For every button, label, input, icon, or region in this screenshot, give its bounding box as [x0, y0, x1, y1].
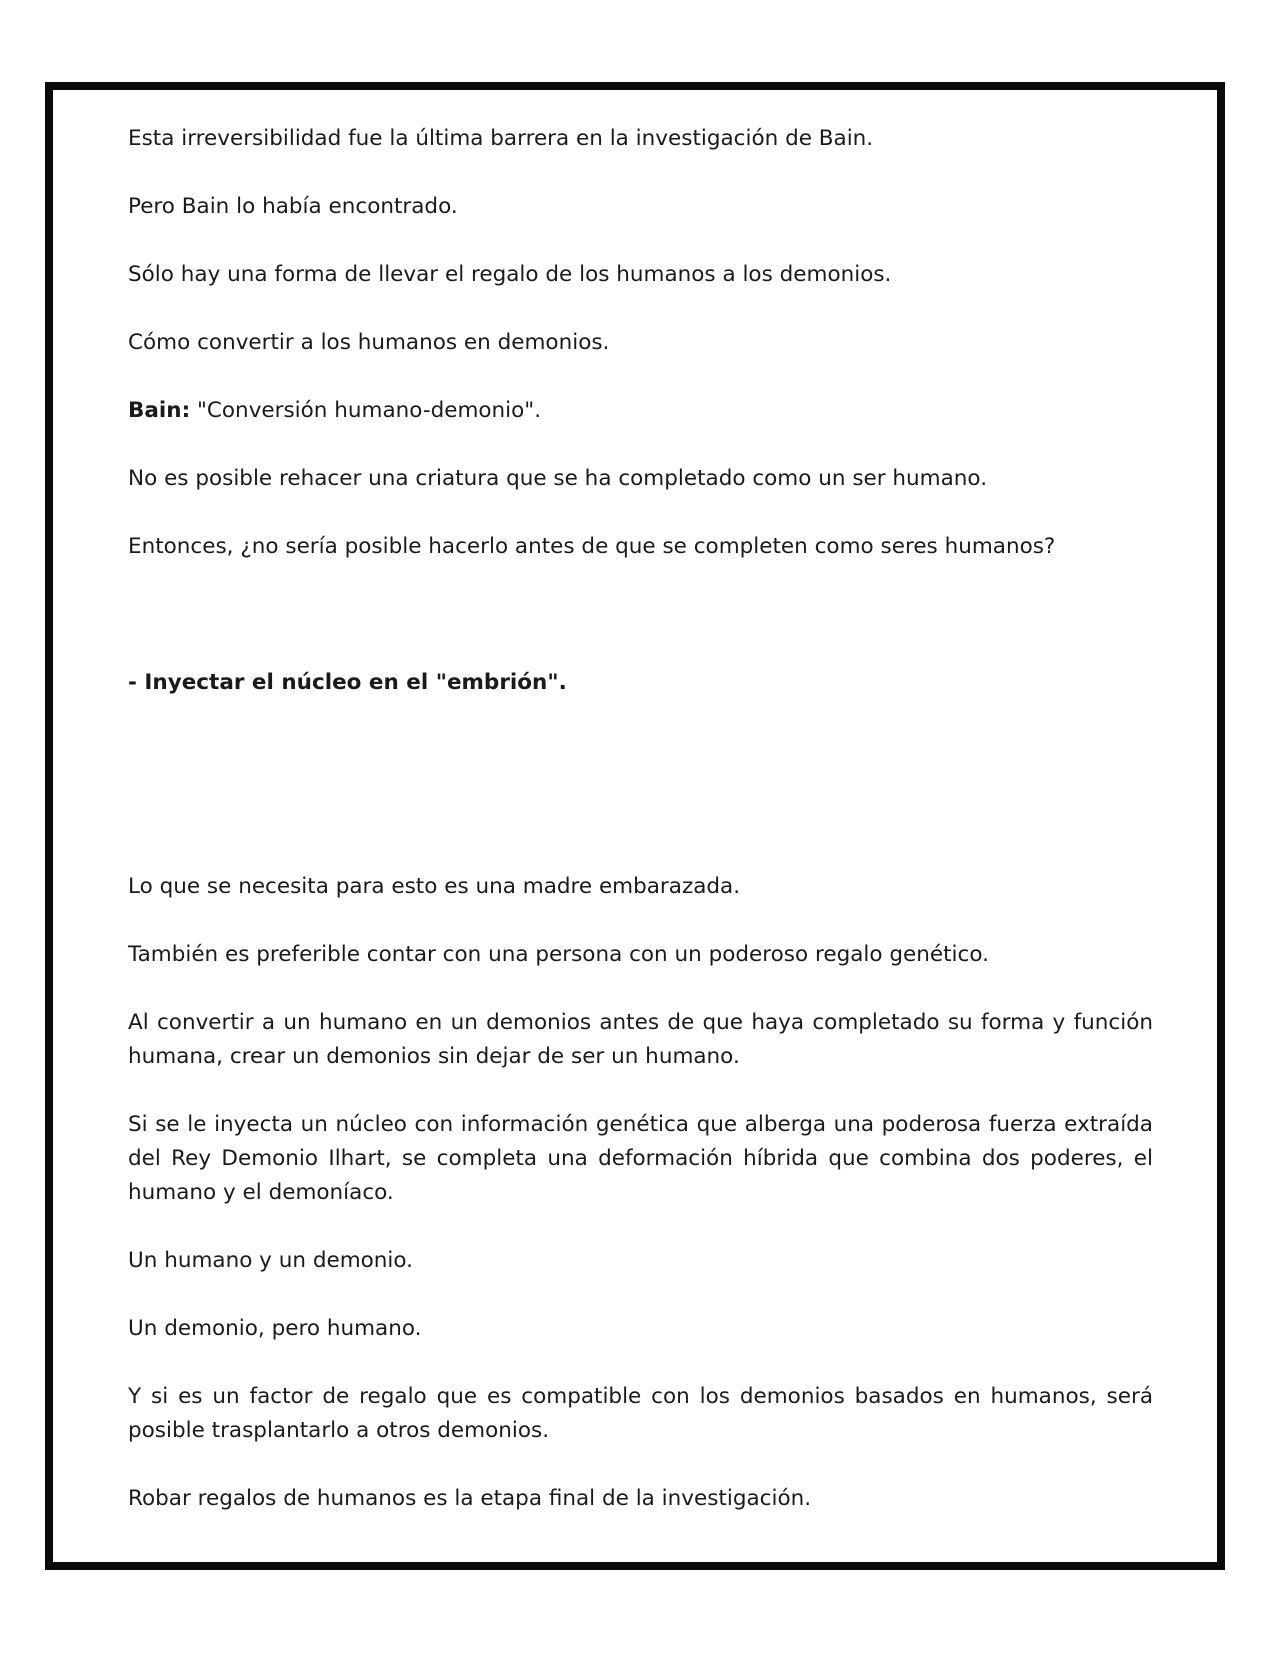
- paragraph: Robar regalos de humanos es la etapa final de la investigación.: [128, 1486, 812, 1511]
- paragraph: Al convertir a un humano en un demonios antes de que haya completado su forma y función humana, crear un demonios sin dejar de ser un humano.: [128, 1010, 1153, 1069]
- paragraph: También es preferible contar con una persona con un poderoso regalo genético.: [128, 942, 989, 967]
- emphasis-paragraph: - Inyectar el núcleo en el "embrión".: [128, 670, 567, 695]
- paragraph: Si se le inyecta un núcleo con información genética que alberga una poderosa fuerza extraída del Rey Demonio Ilhart, se completa una deformación híbrida que combina dos poderes, el humano y el demoníaco.: [128, 1112, 1153, 1205]
- paragraph: Entonces, ¿no sería posible hacerlo antes de que se completen como seres humanos?: [128, 534, 1056, 559]
- spacer: [128, 598, 1153, 666]
- text-body: [128, 122, 1153, 1550]
- paragraph: Lo que se necesita para esto es una madre embarazada.: [128, 874, 741, 899]
- paragraph: Un demonio, pero humano.: [128, 1316, 422, 1341]
- spacer: [128, 734, 1153, 870]
- paragraph: Esta irreversibilidad fue la última barrera en la investigación de Bain.: [128, 126, 874, 151]
- paragraph: Sólo hay una forma de llevar el regalo de los humanos a los demonios.: [128, 262, 892, 287]
- paragraph: Cómo convertir a los humanos en demonios.: [128, 330, 610, 355]
- paragraph: No es posible rehacer una criatura que se ha completado como un ser humano.: [128, 466, 988, 491]
- paragraph: Y si es un factor de regalo que es compatible con los demonios basados en humanos, será posible trasplantarlo a otros demonios.: [128, 1384, 1153, 1443]
- dialogue-text: "Conversión humano-demonio".: [190, 398, 542, 423]
- speaker-name: Bain:: [128, 398, 191, 423]
- paragraph: Un humano y un demonio.: [128, 1248, 414, 1273]
- paragraph: Pero Bain lo había encontrado.: [128, 194, 458, 219]
- dialogue-paragraph: [128, 394, 1153, 428]
